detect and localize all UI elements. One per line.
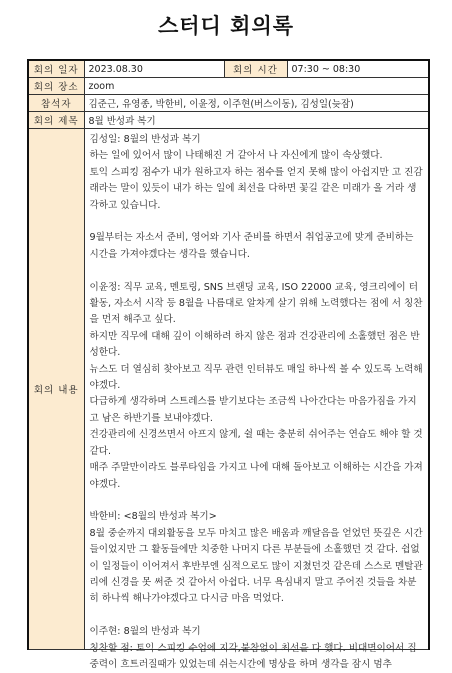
paragraph: 이주현: 8월의 반성과 복기 [89,626,201,638]
paragraph: 하지만 직무에 대해 깊이 이해하려 하지 않은 점과 건강관리에 소홀했던 점은 반성한다. [89,330,420,359]
paragraph: 토익 스피킹 점수가 내가 원하고자 하는 점수를 얻지 못해 많이 아쉽지만 고 진감래라는 말이 있듯이 내가 하는 일에 최선을 다하면 꽃길 같은 미래가 올 거라 생각하고 있습니다. [89,166,423,211]
paragraph: 이윤정: 직무 교육, 멘토링, SNS 브랜딩 교육, ISO 22000 교육, 영크리에이 터 활동, 자소서 시작 등 8월을 나름대로 알차게 살기 위해 노력했다는 점에 서 칭찬을 먼저 해주고 싶다. [89,281,423,326]
subject-value: 8월 반성과 복기 [84,112,429,129]
attendees-label: 참석자 [28,95,84,112]
paragraph: 뉴스도 더 열심히 찾아보고 직무 관련 인터뷰도 매일 하나씩 볼 수 있도록 노력해야겠다. [89,363,423,392]
paragraph: 건강관리에 신경쓰면서 아프지 않게, 쉴 때는 충분히 쉬어주는 연습도 해야 할 것 같다. [89,429,423,457]
minutes-content [89,132,424,670]
paragraph: 9월부터는 자소서 준비, 영어와 기사 준비를 하면서 취업공고에 맞게 준비하는 시간을 가져야겠다는 생각을 했습니다. [89,232,414,260]
attendees-row [28,95,429,112]
attendees-value: 김준근, 유영종, 박한비, 이윤정, 이주현(버스이동), 김성일(늦잠) [84,95,429,112]
place-value: zoom [84,78,429,95]
content-row [28,129,429,650]
date-value: 2023.08.30 [84,60,224,78]
paragraph: 하는 일에 있어서 많이 나태해진 거 같아서 나 자신에게 많이 속상했다. [89,150,383,162]
spacer [90,493,424,509]
paragraph: 매주 주말만이라도 블루타임을 가지고 나에 대해 돌아보고 이해하는 시간을 가져야겠다. [89,462,423,490]
spacer [90,608,424,624]
date-label: 회의 일자 [28,60,84,78]
content-body [84,129,429,670]
spacer [90,214,424,230]
subject-row [28,112,429,129]
paragraph: 박한비: <8월의 반성과 복기> [89,511,217,523]
paragraph: 김성일: 8월의 반성과 복기 [89,134,201,145]
document-title: 스터디 회의록 [157,14,295,38]
subject-label: 회의 제목 [28,112,84,129]
paragraph: 다급하게 생각하며 스트레스를 받기보다는 조금씩 나아간다는 마음가짐을 가지고 남은 하반기를 보내야겠다. [89,396,417,424]
date-row [28,60,429,78]
time-value: 07:30 ~ 08:30 [287,60,429,78]
paragraph: 칭찬할 점: 토익 스피킹 수업에 지각,불참없이 최선을 다 했다. 비대면이어서 집중력이 흐트러질때가 있었는데 쉬는시간에 명상을 하며 생각을 잠시 멈추 [89,642,417,670]
spacer [90,263,424,279]
content-label: 회의 내용 [28,129,84,650]
place-row [28,78,429,95]
paragraph: 8월 중순까지 대외활동을 모두 마치고 많은 배움과 깨달음을 얻었던 뜻깊은 시간들이었지만 그 활동들에만 치중한 나머지 다른 부분들에 소홀했던 것 같다. 쉽없이 일정들이 이어져서 후반부엔 심적으로도 많이 지쳤던것 같은데 스스로 멘탈관리에 신경을 못 써준 것 같아서 아쉽다. 너무 욕심내지 말고 주어진 것들을 차분히 하나씩 해나가야겠다고 다시금 마음 먹었다. [89,527,423,605]
place-label: 회의 장소 [28,78,84,95]
time-label: 회의 시간 [224,60,287,78]
minutes-table [27,59,430,670]
